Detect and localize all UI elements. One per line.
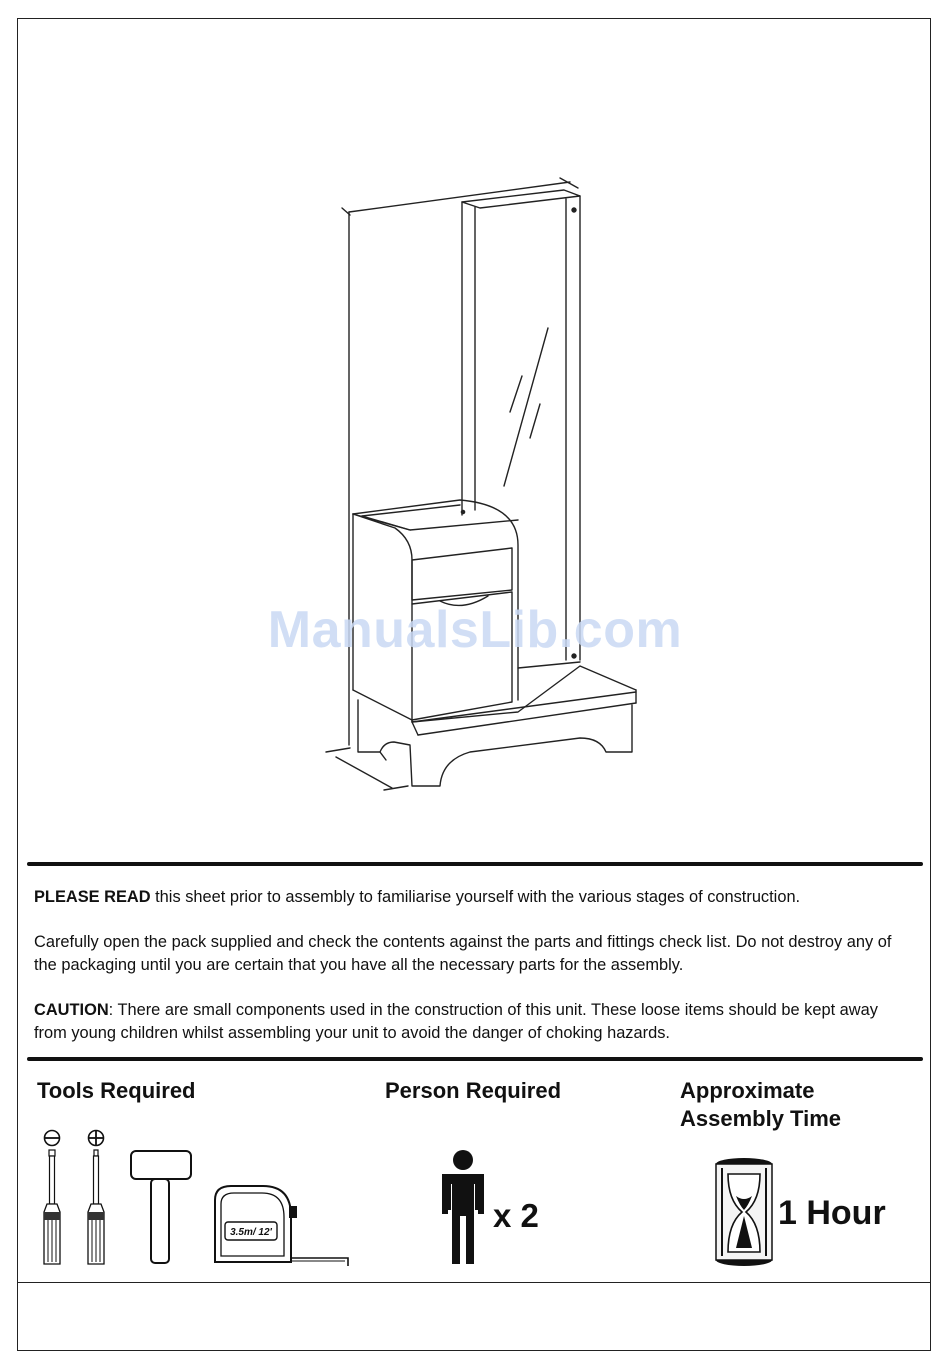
phillips-screwdriver-icon xyxy=(80,1128,112,1268)
person-required-heading: Person Required xyxy=(385,1078,562,1103)
person-icon xyxy=(439,1148,489,1266)
top-divider-rule xyxy=(27,862,923,866)
hourglass-icon xyxy=(712,1156,776,1268)
please-read-paragraph xyxy=(34,886,914,909)
person-count-label: x 2 xyxy=(493,1197,539,1234)
check-contents-paragraph: Carefully open the pack supplied and check the contents against the parts and fittings check list. Do not destroy any of the packaging until you are certain that you have all the necessary parts for the assembly. xyxy=(34,933,892,974)
footer-divider xyxy=(17,1282,931,1283)
tools-required-heading: Tools Required xyxy=(37,1078,196,1103)
product-illustration xyxy=(300,160,660,810)
tape-measure-label: 3.5m/ 12' xyxy=(230,1227,272,1238)
assembly-time-heading xyxy=(680,1077,841,1133)
tape-measure-icon xyxy=(205,1180,355,1270)
assembly-time-heading-line2: Assembly Time xyxy=(680,1106,842,1131)
caution-label: CAUTION xyxy=(34,1001,109,1019)
flathead-screwdriver-icon xyxy=(38,1128,70,1268)
bottom-divider-rule xyxy=(27,1057,923,1061)
caution-paragraph xyxy=(34,999,914,1045)
assembly-time-value: 1 Hour xyxy=(778,1194,886,1232)
please-read-label: PLEASE READ xyxy=(34,888,151,906)
hammer-icon xyxy=(128,1148,194,1268)
caution-text: : There are small components used in the construction of this unit. These loose items should be kept away from young children whilst assembling your unit to avoid the danger of choking hazards. xyxy=(34,1001,878,1042)
assembly-time-heading-line1: Approximate xyxy=(680,1078,815,1103)
watermark: ManualsLib.com xyxy=(267,601,683,659)
please-read-text: this sheet prior to assembly to familiarise yourself with the various stages of construction. xyxy=(150,888,801,906)
